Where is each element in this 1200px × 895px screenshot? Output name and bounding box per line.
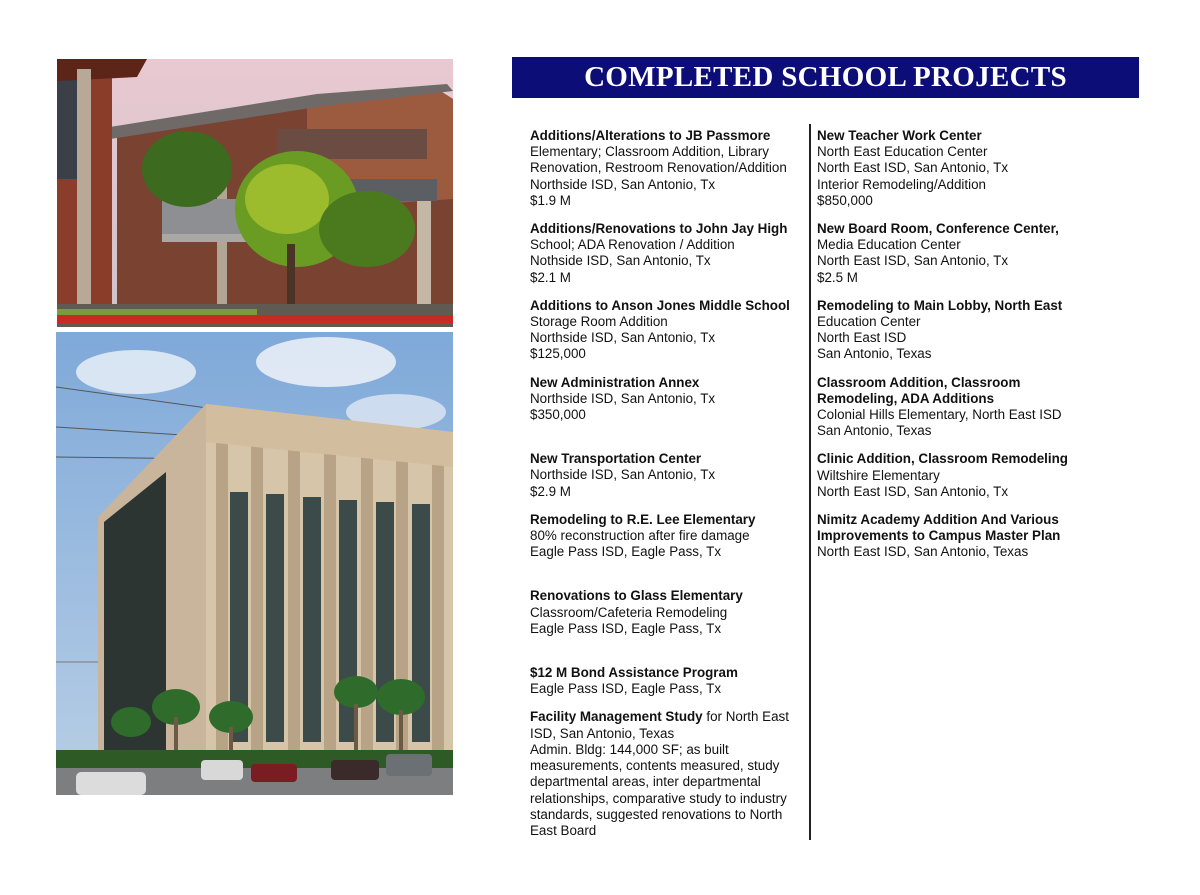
project-entry — [817, 512, 1087, 561]
project-detail: School; ADA Renovation / Addition — [530, 237, 735, 253]
right-project-list — [817, 128, 1087, 561]
project-title: Additions to Anson Jones Middle School — [530, 297, 790, 313]
project-entry — [817, 375, 1087, 440]
project-detail: San Antonio, Texas — [817, 346, 932, 362]
project-title-line — [530, 709, 802, 725]
project-entry — [817, 451, 1087, 500]
project-detail: 80% reconstruction after fire damage — [530, 528, 750, 544]
project-title: Remodeling to R.E. Lee Elementary — [530, 511, 756, 527]
project-entry — [817, 221, 1087, 286]
project-detail: North East ISD, San Antonio, Tx — [817, 160, 1009, 176]
project-cost: $2.9 M — [530, 483, 571, 499]
project-entry — [530, 128, 802, 209]
left-project-list — [530, 128, 802, 839]
project-detail: Eagle Pass ISD, Eagle Pass, Tx — [530, 544, 722, 560]
project-cost: $125,000 — [530, 346, 586, 362]
project-detail: North East Education Center — [817, 144, 988, 160]
project-entry — [530, 375, 802, 424]
project-title: New Board Room, Conference Center, — [817, 221, 1059, 237]
project-title: New Administration Annex — [530, 374, 700, 390]
project-title: Nimitz Academy Addition And Various — [817, 512, 1059, 528]
project-detail: East Board — [530, 822, 597, 838]
project-detail: Wiltshire Elementary — [817, 467, 940, 483]
project-title-suffix: for North East — [702, 709, 789, 725]
project-detail: Colonial Hills Elementary, North East ISD — [817, 407, 1062, 423]
project-title: New Transportation Center — [530, 451, 702, 467]
project-detail: measurements, contents measured, study — [530, 758, 780, 774]
project-detail: North East ISD, San Antonio, Tx — [817, 483, 1009, 499]
project-cost: $2.5 M — [817, 269, 858, 285]
project-title: Classroom Addition, Classroom — [817, 374, 1021, 390]
project-detail: ISD, San Antonio, Texas — [530, 725, 675, 741]
project-detail: San Antonio, Texas — [817, 423, 932, 439]
project-detail: Storage Room Addition — [530, 314, 668, 330]
project-detail: relationships, comparative study to industry — [530, 790, 787, 806]
project-cost: $1.9 M — [530, 192, 571, 208]
project-detail: Admin. Bldg: 144,000 SF; as built — [530, 741, 729, 757]
project-title-line2: Improvements to Campus Master Plan — [817, 528, 1061, 544]
project-detail: standards, suggested renovations to North — [530, 806, 783, 822]
project-detail: Interior Remodeling/Addition — [817, 176, 986, 192]
project-entry — [817, 128, 1087, 209]
project-detail: departmental areas, inter departmental — [530, 774, 761, 790]
page-title: COMPLETED SCHOOL PROJECTS — [584, 61, 1067, 93]
project-detail: Elementary; Classroom Addition, Library — [530, 144, 769, 160]
project-detail: Media Education Center — [817, 237, 961, 253]
project-entry — [817, 298, 1087, 363]
column-divider — [809, 124, 811, 840]
project-detail: North East ISD — [817, 330, 907, 346]
project-title: Clinic Addition, Classroom Remodeling — [817, 451, 1068, 467]
project-detail: Northside ISD, San Antonio, Tx — [530, 176, 716, 192]
project-title: New Teacher Work Center — [817, 128, 982, 143]
project-title: Facility Management Study — [530, 709, 703, 725]
school-building-photo — [57, 59, 453, 327]
project-detail: Education Center — [817, 314, 921, 330]
project-cost: $2.1 M — [530, 269, 571, 285]
project-title-line2: Remodeling, ADA Additions — [817, 390, 995, 406]
project-detail: Eagle Pass ISD, Eagle Pass, Tx — [530, 681, 722, 697]
project-title: Remodeling to Main Lobby, North East — [817, 297, 1063, 313]
project-detail: Northside ISD, San Antonio, Tx — [530, 330, 716, 346]
project-title: Additions/Alterations to JB Passmore — [530, 128, 771, 143]
project-detail: Classroom/Cafeteria Remodeling — [530, 604, 728, 620]
project-entry — [530, 665, 802, 697]
project-entry — [530, 709, 802, 839]
project-title: Renovations to Glass Elementary — [530, 588, 743, 604]
project-cost: $350,000 — [530, 407, 586, 423]
project-entry — [530, 512, 802, 561]
project-entry — [530, 221, 802, 286]
project-detail: North East ISD, San Antonio, Tx — [817, 253, 1009, 269]
office-building-photo — [56, 332, 453, 795]
project-entry — [530, 451, 802, 500]
project-detail: Nothside ISD, San Antonio, Tx — [530, 253, 711, 269]
project-detail: Northside ISD, San Antonio, Tx — [530, 390, 716, 406]
project-title: $12 M Bond Assistance Program — [530, 665, 738, 681]
project-detail: Renovation, Restroom Renovation/Addition — [530, 160, 787, 176]
project-detail: Northside ISD, San Antonio, Tx — [530, 467, 716, 483]
project-entry — [530, 298, 802, 363]
project-cost: $850,000 — [817, 192, 873, 208]
project-title: Additions/Renovations to John Jay High — [530, 221, 788, 237]
project-detail: Eagle Pass ISD, Eagle Pass, Tx — [530, 620, 722, 636]
project-detail: North East ISD, San Antonio, Texas — [817, 544, 1029, 560]
project-entry — [530, 588, 802, 637]
title-banner — [512, 57, 1139, 98]
